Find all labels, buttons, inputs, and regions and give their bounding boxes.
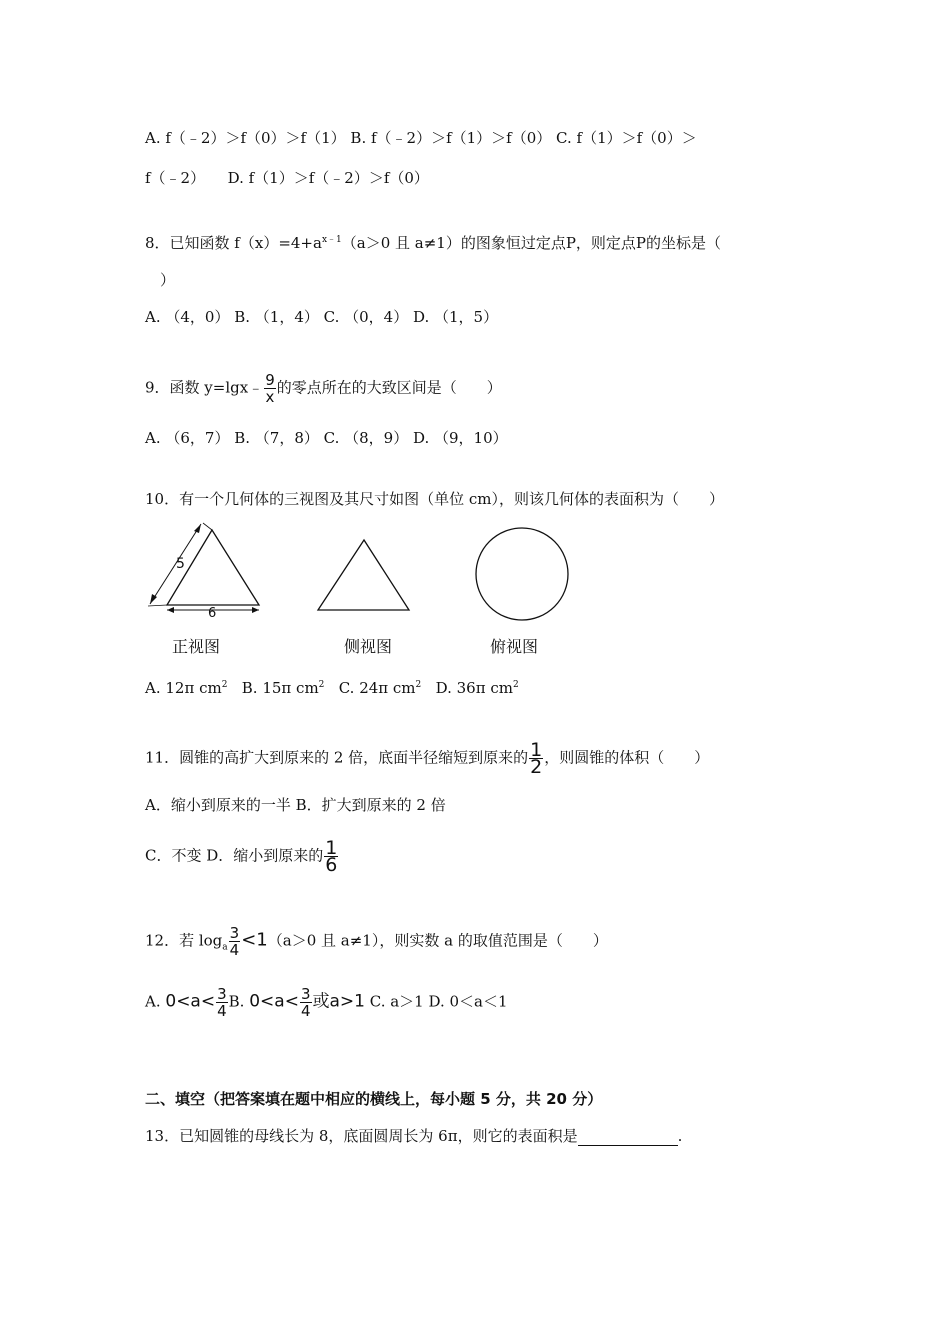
q11-stem: 11．圆锥的高扩大到原来的 2 倍，底面半径缩短到原来的 $\frac{1}{2}$ ，则圆锥的体积（ ）: [145, 739, 710, 778]
q12-stem: 12．若 $\log_a$ $\frac{3}{4}$ <1（a＞0 且 a≠1），则实数 a 的取值范围是（ ）: [145, 924, 608, 959]
q8-stem-close: ）: [160, 271, 176, 289]
q11-option-d-fraction: $\frac{1}{6}$: [325, 837, 338, 876]
slant-arrow-top: [194, 524, 201, 533]
q13-stem: 13．已知圆锥的母线长为 8，底面圆周长为 6π，则它的表面积是 .: [145, 1127, 683, 1145]
q10-options: A. 12π $cm^2$ B. 15π $cm^2$ C. 24π $cm^2$ D. 36π $cm^2$: [145, 679, 519, 697]
q12-option-a-fraction: $\frac{3}{4}$: [217, 985, 227, 1020]
dim-label-5: 5: [176, 556, 185, 572]
q9-options: A. （6，7） B. （7，8） C. （8，9） D. （9，10）: [145, 429, 508, 447]
q12-options: A. 0<a< $\frac{3}{4}$ B. 0<a< $\frac{3}{4}$ 或a>1 C. a＞1 D. 0＜a＜1: [145, 985, 508, 1020]
top-view-circle: [476, 528, 568, 620]
q8-stem: 8．已知函数 $f(x)=4+a^{x﹣1}(a>0$ 且 a≠1）的图象恒过定点P，则定点P的坐标是（: [145, 234, 722, 252]
q12-option-b-fraction: $\frac{3}{4}$: [300, 985, 311, 1020]
caption-front-view: 正视图: [172, 637, 221, 656]
q9-stem: 9．函数 y=lgx﹣ $\frac{9}{x}$ 的零点所在的大致区间是（ ）: [145, 371, 502, 406]
caption-top-view: 俯视图: [490, 637, 539, 656]
q7-options-line1: A. f（﹣2）＞f（0）＞f（1） B. f（﹣2）＞f（1）＞f（0） C. f（1）＞f（0）＞: [145, 129, 697, 147]
q12-fraction: $\frac{3}{4}$: [229, 924, 240, 959]
caption-side-view: 侧视图: [344, 637, 393, 656]
side-view-triangle: [318, 540, 409, 610]
q11-fraction: $\frac{1}{2}$: [530, 739, 543, 778]
q7-options-line2: f（﹣2） D. f（1）＞f（﹣2）＞f（0）: [145, 169, 429, 187]
q9-fraction: $\frac{9}{x}$: [265, 371, 275, 406]
q10-stem: 10．有一个几何体的三视图及其尺寸如图（单位 cm），则该几何体的表面积为（ ）: [145, 490, 724, 508]
section-2-heading: 二、填空（把答案填在题中相应的横线上，每小题 5 分，共 20 分）: [145, 1090, 603, 1108]
q13-answer-blank[interactable]: [578, 1129, 678, 1146]
q11-options-cd: C．不变 D．缩小到原来的 $\frac{1}{6}$: [145, 837, 338, 876]
q11-options-ab: A．缩小到原来的一半 B．扩大到原来的 2 倍: [145, 796, 446, 814]
dim-label-6: 6: [208, 606, 217, 621]
q8-options: A. （4，0） B. （1，4） C. （0，4） D. （1，5）: [145, 308, 499, 326]
